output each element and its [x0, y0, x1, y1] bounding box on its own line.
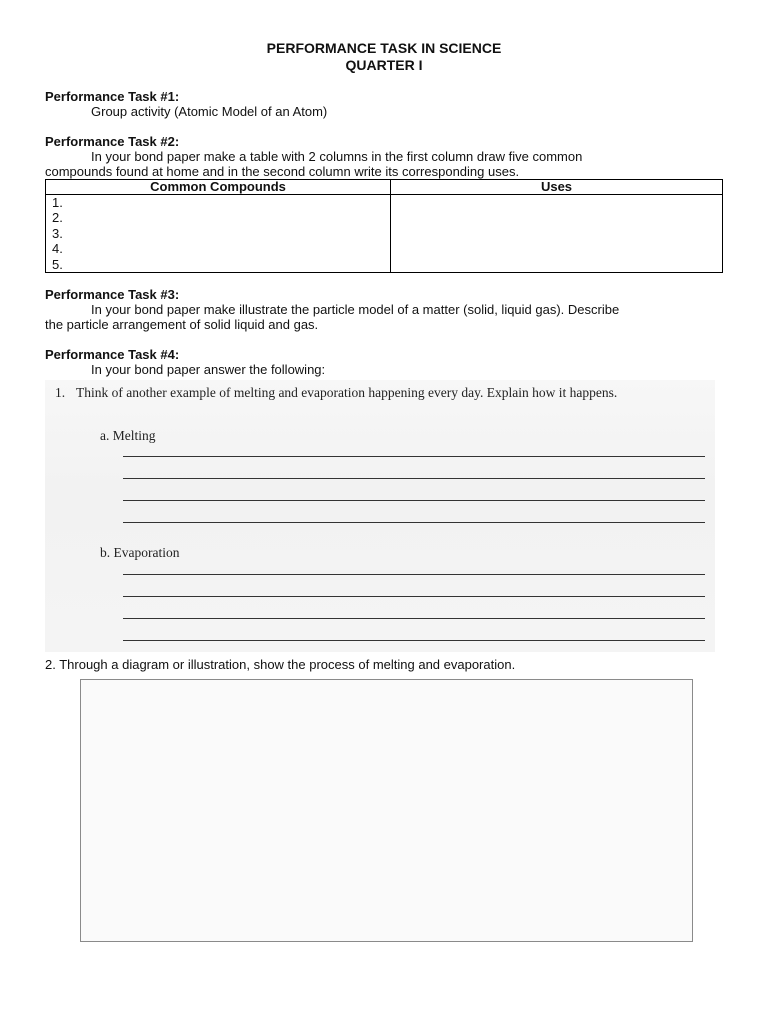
part-b-label: b. Evaporation [100, 545, 180, 560]
question2-text: 2. Through a diagram or illustration, show the process of melting and evaporation. [45, 657, 516, 672]
page-title: PERFORMANCE TASK IN SCIENCE [266, 40, 502, 56]
task1-body: Group activity (Atomic Model of an Atom) [91, 104, 328, 119]
answer-line[interactable] [123, 596, 705, 597]
numbered-list [52, 195, 390, 272]
page-subtitle: QUARTER I [345, 57, 423, 73]
question1-text: Think of another example of melting and evaporation happening every day. Explain how it happens. [76, 385, 618, 400]
compounds-table [45, 179, 723, 273]
answer-line[interactable] [123, 574, 705, 575]
question1-number: 1. [55, 385, 66, 400]
uses-cell [391, 195, 723, 273]
answer-line[interactable] [123, 640, 705, 641]
task3-body-line1: In your bond paper make illustrate the particle model of a matter (solid, liquid gas). Describe [91, 302, 620, 317]
answer-line[interactable] [123, 500, 705, 501]
list-item: 2. [52, 210, 63, 226]
list-item: 5. [52, 256, 63, 272]
task4-body: In your bond paper answer the following: [91, 362, 326, 377]
part-a-label: a. Melting [100, 428, 156, 443]
question1-block [45, 380, 715, 652]
task1-heading: Performance Task #1: [45, 89, 180, 104]
task3-body-line2: the particle arrangement of solid liquid and gas. [45, 317, 319, 332]
answer-line[interactable] [123, 456, 705, 457]
table-header-compounds: Common Compounds [46, 180, 391, 195]
list-item: 1. [52, 195, 63, 210]
task2-body-line2: compounds found at home and in the second column write its corresponding uses. [45, 164, 520, 179]
task2-body-line1: In your bond paper make a table with 2 columns in the first column draw five common [91, 149, 583, 164]
list-item: 3. [52, 225, 63, 241]
list-item: 4. [52, 241, 63, 257]
table-header-row [46, 180, 723, 195]
answer-line[interactable] [123, 478, 705, 479]
answer-line[interactable] [123, 522, 705, 523]
table-row [46, 195, 723, 273]
table-header-uses: Uses [391, 180, 723, 195]
diagram-drawing-box[interactable] [80, 679, 693, 942]
compounds-cell [46, 195, 391, 273]
task2-heading: Performance Task #2: [45, 134, 180, 149]
task4-heading: Performance Task #4: [45, 347, 180, 362]
answer-line[interactable] [123, 618, 705, 619]
task3-heading: Performance Task #3: [45, 287, 180, 302]
